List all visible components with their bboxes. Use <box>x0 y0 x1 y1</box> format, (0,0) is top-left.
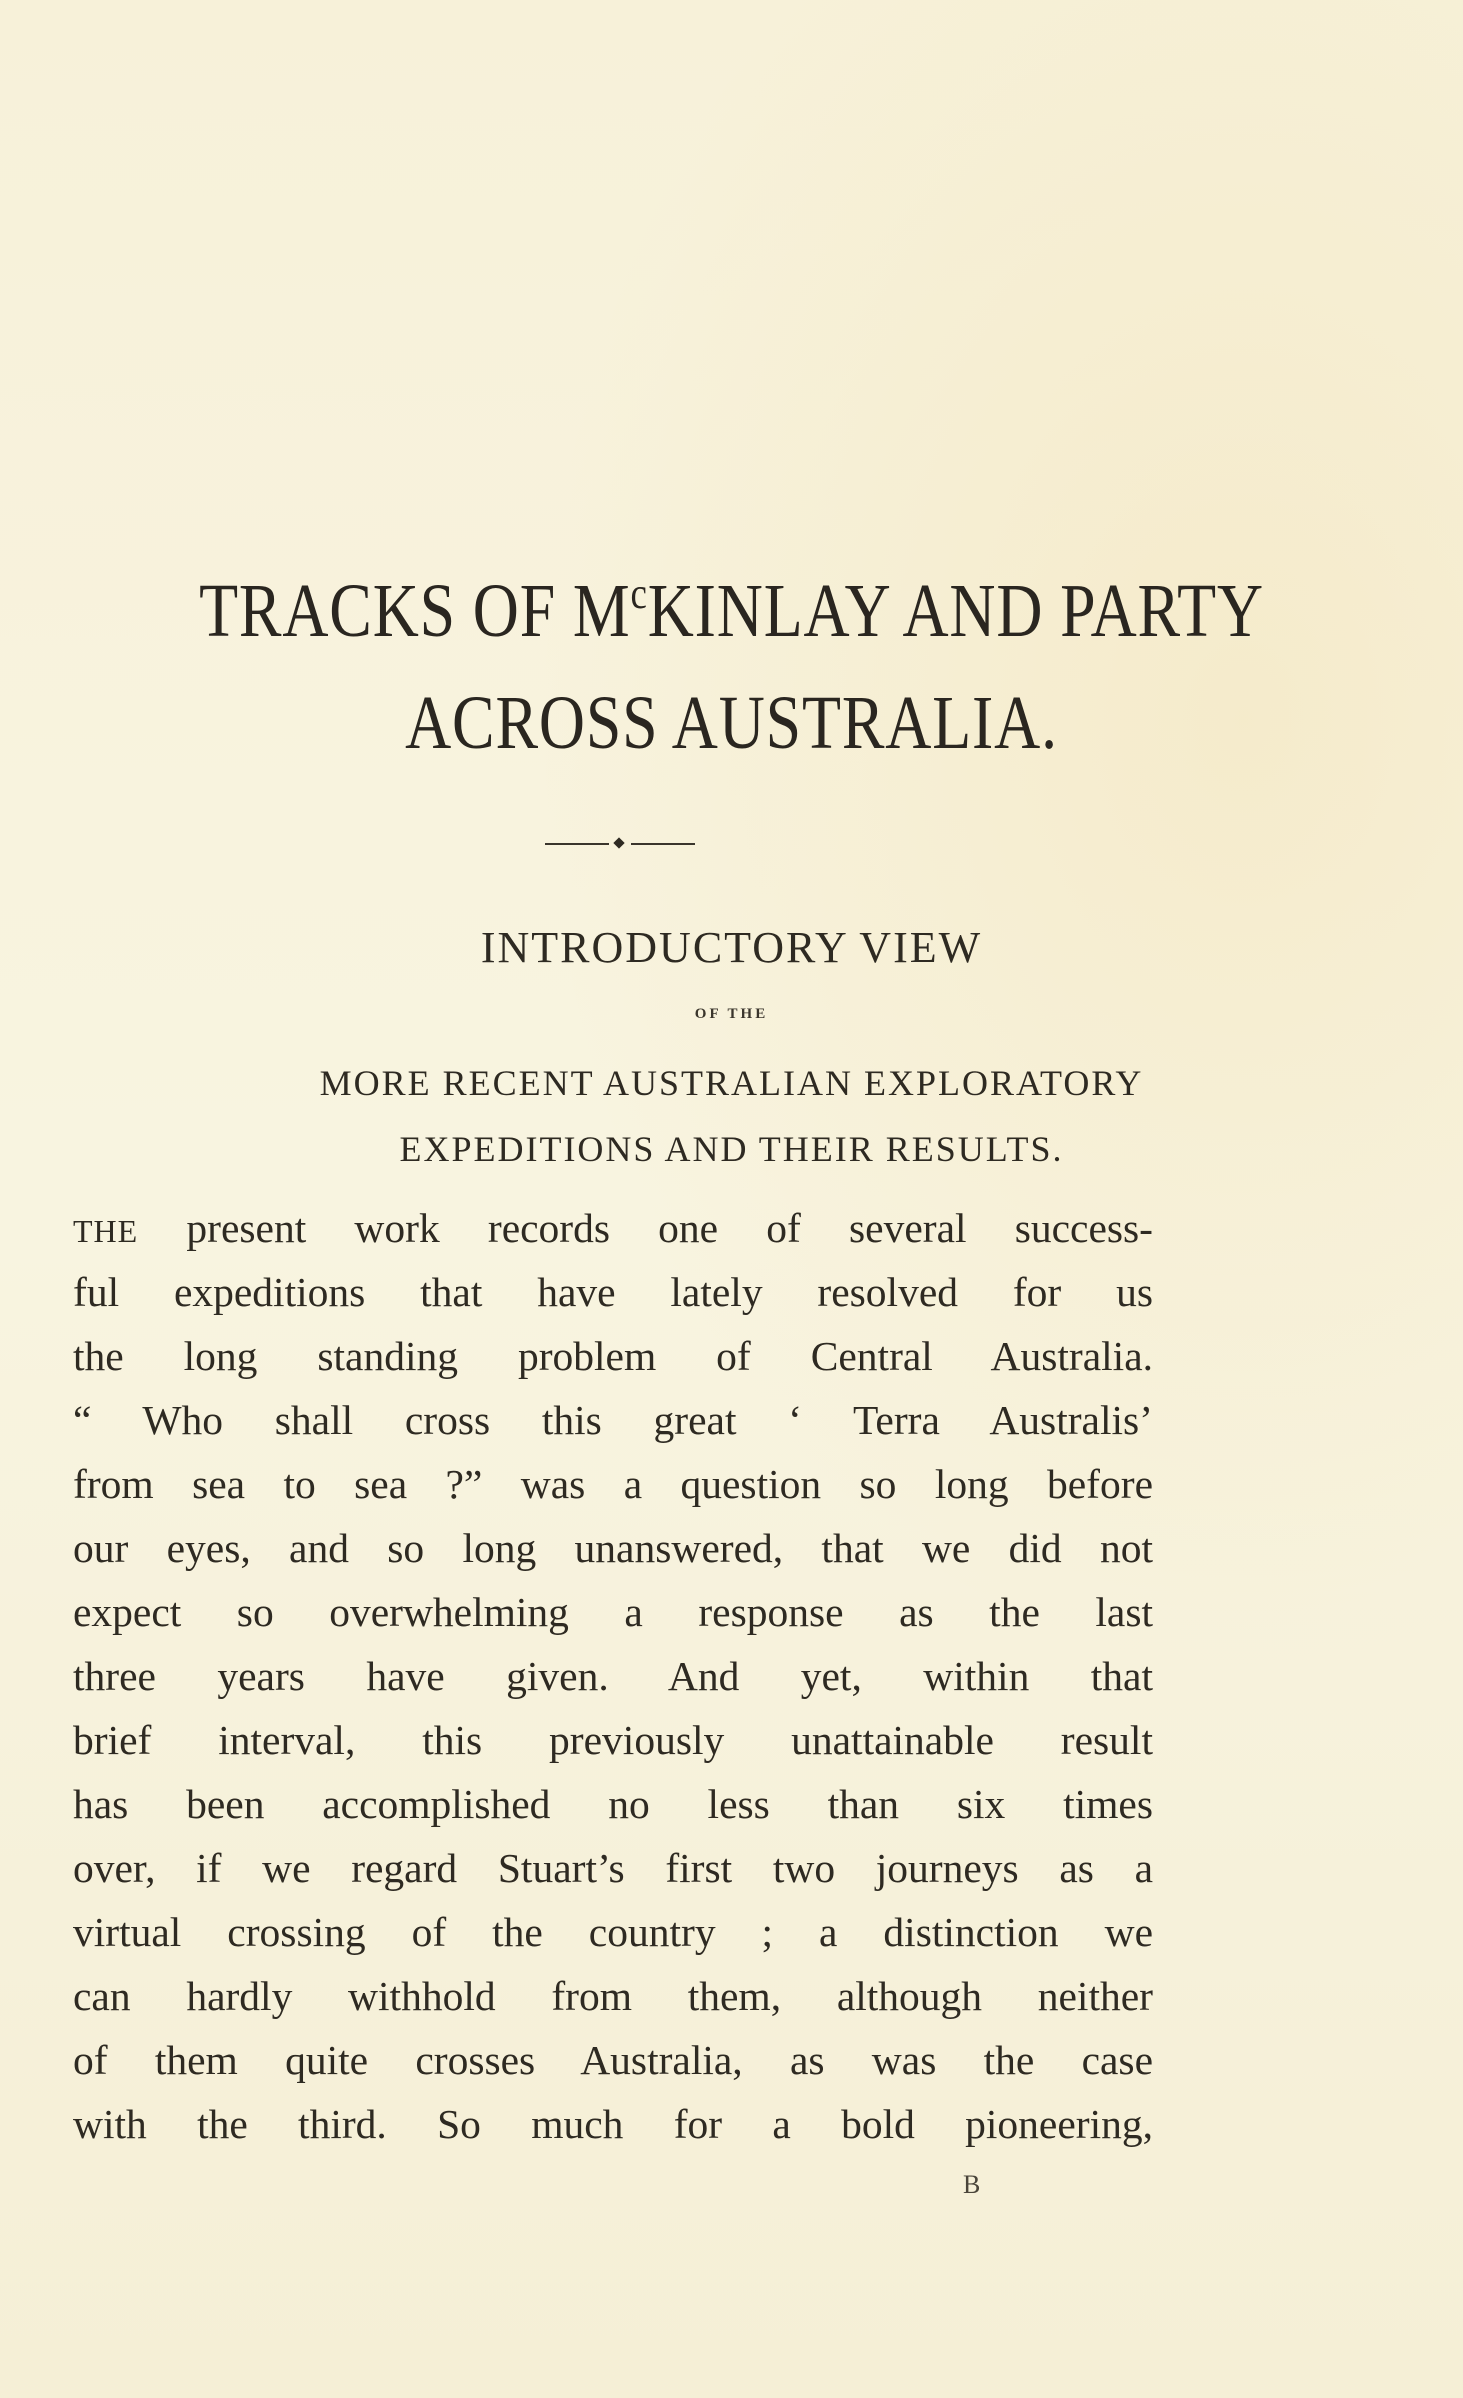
body-line: brief interval, this previously unattainable result <box>73 1717 1153 1763</box>
main-title-line-1: TRACKS OF $M^cKINLAY$ AND PARTY <box>199 569 1264 653</box>
body-line: expect so overwhelming a response as the last <box>73 1589 1153 1635</box>
section-subtitle-line-2: EXPEDITIONS AND THEIR RESULTS. <box>399 1129 1064 1169</box>
section-subtitle-line-1: MORE RECENT AUSTRALIAN EXPLORATORY <box>319 1063 1144 1103</box>
body-line: three years have given. And yet, within that <box>73 1653 1153 1699</box>
signature-mark: B <box>963 2170 981 2199</box>
section-connector: OF THE <box>694 1006 769 1022</box>
main-title-line-2: ACROSS AUSTRALIA. <box>405 681 1058 765</box>
body-line: from sea to sea ?” was a question so long before <box>73 1461 1153 1507</box>
body-line: our eyes, and so long unanswered, that we did not <box>73 1525 1153 1571</box>
diamond-ornament-icon <box>613 837 624 848</box>
drop-word: THE <box>73 1213 139 1249</box>
section-subtitle <box>0 1050 1463 1182</box>
divider-rule-right <box>631 843 695 845</box>
body-paragraph <box>73 1196 1153 2156</box>
body-line: has been accomplished no less than six times <box>73 1781 1153 1827</box>
body-line: the long standing problem of Central Australia. <box>73 1333 1153 1379</box>
body-line: ful expeditions that have lately resolved for us <box>73 1269 1153 1315</box>
body-line: “ Who shall cross this great ‘ Terra Australis’ <box>73 1397 1153 1443</box>
body-line: with the third. So much for a bold pioneering, <box>73 2101 1153 2147</box>
divider-rule-left <box>545 843 609 845</box>
body-line: THE present work records one of several success- <box>73 1205 1153 1251</box>
body-line: can hardly withhold from them, although neither <box>73 1973 1153 2019</box>
section-heading: INTRODUCTORY VIEW <box>480 923 983 972</box>
superscript-c: c <box>630 569 648 618</box>
body-line: of them quite crosses Australia, as was the case <box>73 2037 1153 2083</box>
body-line: over, if we regard Stuart’s first two journeys as a <box>73 1845 1153 1891</box>
main-title <box>117 555 1346 779</box>
ornamental-divider <box>545 838 695 850</box>
body-line: virtual crossing of the country ; a distinction we <box>73 1909 1153 1955</box>
